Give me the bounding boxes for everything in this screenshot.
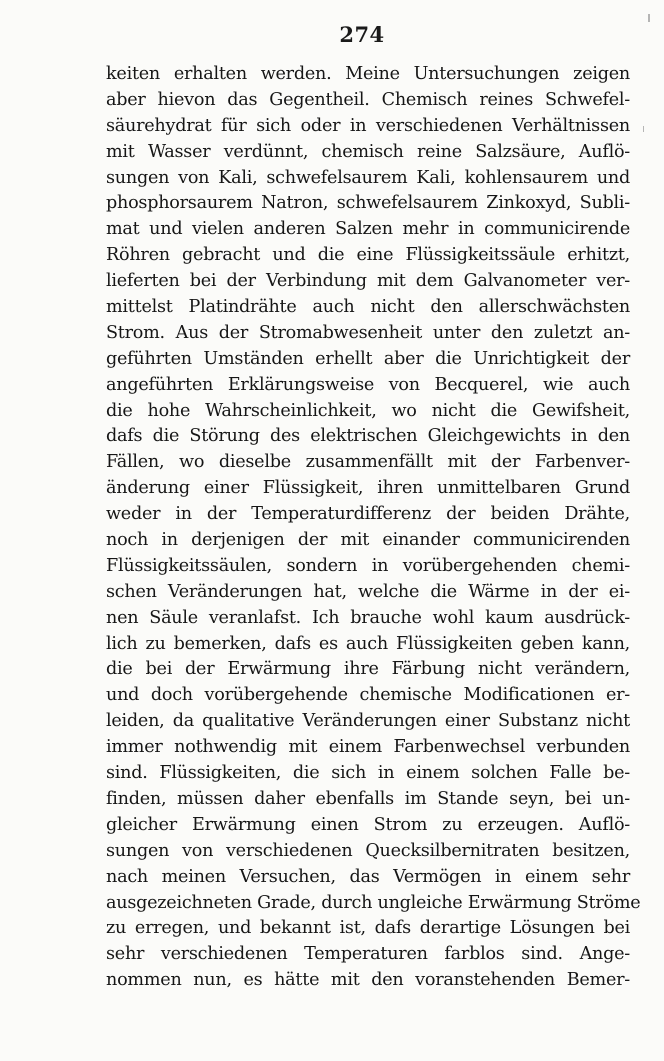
text-line: Röhren gebracht und die eine Flüssigkeitssäule erhitzt, [106, 245, 630, 266]
text-line: die hohe Wahrscheinlichkeit, wo nicht die Gewifsheit, [106, 400, 630, 421]
text-line: Strom. Aus der Stromabwesenheit unter den zuletzt an- [106, 322, 630, 343]
text-line: noch in derjenigen der mit einander communicirenden [106, 530, 630, 551]
text-line: sind. Flüssigkeiten, die sich in einem solchen Falle be- [106, 763, 630, 784]
text-line: keiten erhalten werden. Meine Untersuchungen zeigen [106, 64, 630, 84]
text-line: lich zu bemerken, dafs es auch Flüssigkeiten geben kann, [106, 633, 630, 654]
text-line: änderung einer Flüssigkeit, ihren unmittelbaren Grund [106, 478, 630, 499]
text-line: geführten Umständen erhellt aber die Unrichtigkeit der [106, 348, 630, 369]
text-line: mat und vielen anderen Salzen mehr in communicirende [106, 219, 630, 240]
page-edge-mark [648, 14, 650, 22]
text-line: Fällen, wo dieselbe zusammenfällt mit der Farbenver- [106, 452, 630, 473]
text-line: und doch vorübergehende chemische Modificationen er- [106, 685, 630, 706]
text-line: sehr verschiedenen Temperaturen farblos sind. Ange- [106, 944, 630, 965]
text-line: ausgezeichneten Grade, durch ungleiche Erwärmung Ströme [106, 892, 641, 913]
text-line: immer nothwendig mit einem Farbenwechsel verbunden [106, 737, 630, 758]
text-line: weder in der Temperaturdifferenz der beiden Drähte, [106, 504, 630, 525]
text-line: angeführten Erklärungsweise von Becquerel, wie auch [106, 374, 630, 395]
text-line: Flüssigkeitssäulen, sondern in vorübergehenden chemi- [106, 555, 630, 576]
text-line: die bei der Erwärmung ihre Färbung nicht verändern, [106, 659, 630, 680]
text-line: phosphorsaurem Natron, schwefelsaurem Zinkoxyd, Subli- [106, 193, 630, 214]
text-line: gleicher Erwärmung einen Strom zu erzeugen. Auflö- [106, 814, 630, 835]
text-line: nommen nun, es hätte mit den voranstehenden Bemer- [106, 970, 630, 991]
text-line: sungen von Kali, schwefelsaurem Kali, kohlensaurem und [106, 167, 630, 188]
text-line: nach meinen Versuchen, das Vermögen in einem sehr [106, 866, 630, 887]
text-line: dafs die Störung des elektrischen Gleichgewichts in den [106, 426, 630, 447]
text-line: säurehydrat für sich oder in verschiedenen Verhältnissen [106, 115, 630, 136]
text-line: lieferten bei der Verbindung mit dem Galvanometer ver- [106, 271, 630, 292]
text-line: sungen von verschiedenen Quecksilbernitraten besitzen, [106, 840, 630, 861]
text-line: zu erregen, und bekannt ist, dafs derartige Lösungen bei [106, 918, 630, 939]
text-line: leiden, da qualitative Veränderungen einer Substanz nicht [106, 711, 630, 732]
text-line: finden, müssen daher ebenfalls im Stande seyn, bei un- [106, 788, 630, 809]
body-text [106, 62, 641, 994]
text-line: mit Wasser verdünnt, chemisch reine Salzsäure, Auflö- [106, 141, 630, 162]
text-line: nen Säule veranlafst. Ich brauche wohl kaum ausdrück- [106, 607, 630, 628]
text-line: schen Veränderungen hat, welche die Wärme in der ei- [106, 581, 630, 602]
page-number: 274 [339, 22, 385, 47]
page-edge-mark [643, 126, 644, 132]
text-line: aber hievon das Gegentheil. Chemisch reines Schwefel- [106, 89, 630, 110]
text-line: mittelst Platindrähte auch nicht den allerschwächsten [106, 297, 630, 318]
